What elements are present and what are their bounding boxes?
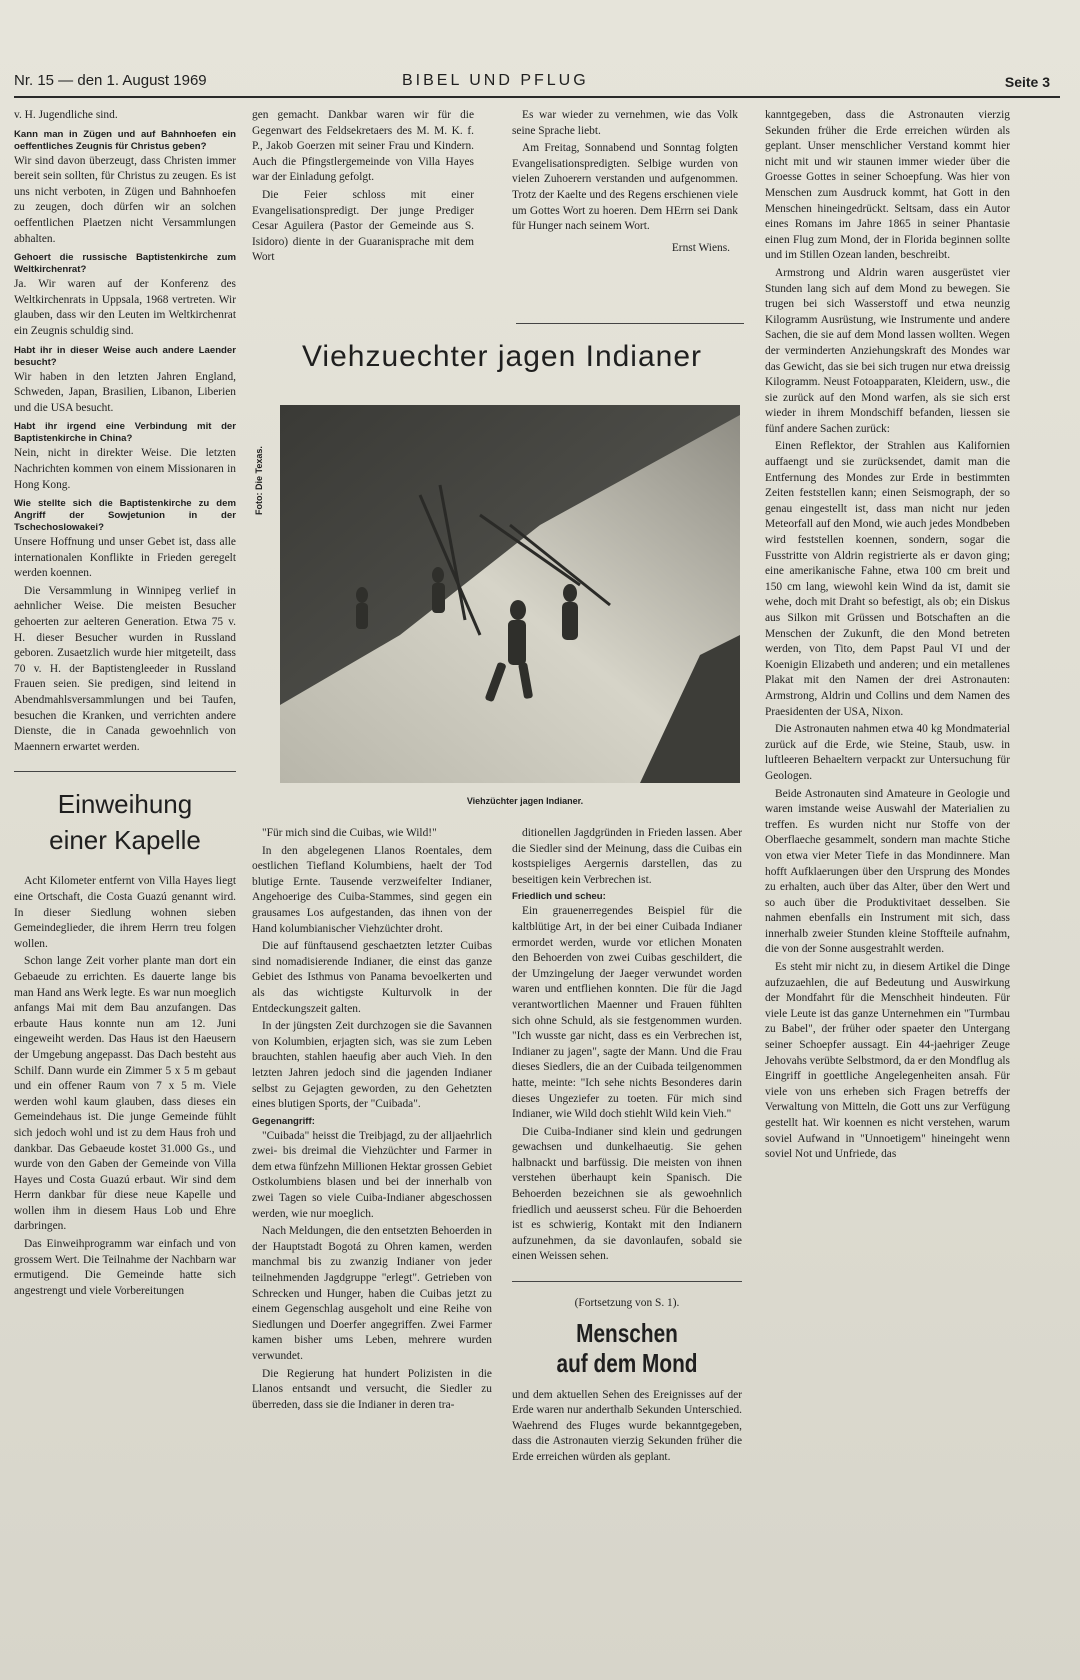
paragraph: Ein grauenerregendes Beispiel für die kaltblütige Art, in der bei einer Cuibada Indianer ermordet werden, wurde vor etlichen Monaten den Behoerden von zwei Cuibas geschildert, die der Umzingelung der Jaeger verwundet worden waren und entfliehen konnten. Die für die Jagd verantwortlichen Maenner und Frauen fühlten sich ohne Schuld, als sie festgenommen wurden. "Ich wusste gar nicht, dass es ein Verbrechen ist, Indianer zu jagen", sagte der Mann. Und die Frau dieses Siedlers, die an der Cuibada teilgenommen hatte, meinte: "Ich sehe nichts Besonderes darin dieses Ungeziefer zu toeten. Für mich sind Indianer, wie Wild doch stiehlt Wild kein Vieh." [512,905,742,1121]
interview-closing [14,584,236,756]
kapelle-title-line1: Einweihung [57,789,193,820]
photo-illustration [280,405,740,783]
mond-title-line2: auf dem Mond [556,1347,698,1378]
mond-headline [535,1318,719,1378]
paragraph: gen gemacht. Dankbar waren wir für die Gegenwart des Feldsekretaers des M. M. K. f. P., Jakob Goerzen mit seiner Frau und Kindern. Auch die Pfingstlergemeinde von Villa Hayes war der Einladung gefolgt. [252,109,474,184]
divider [14,771,236,772]
continuation-note: (Fortsetzung von S. 1). [574,1297,680,1310]
photo-credit: Foto: Die Texas. [254,446,264,515]
paragraph: Armstrong und Aldrin waren ausgerüstet vier Stunden lang sich auf dem Mond zu bewegen. Sie trugen bei sich Wasserstoff und etwa neunzig Kilogramm Ausrüstung, wie Instrumente und andere Sachen, die sie auf dem Mond lassen wollten. Wegen der verminderten Anziehungskraft des Mondes war das Gewicht, das sie bei sich trugen nur etwa dreissig Kilogramm. Neust Fotoapparaten, Kleidern, usw., die sie zurück auf den Mond warfen, als sie sich erst wieder in ihrem Mondschiff befanden, liessen sie fünf andere Sachen zurück: [765,266,1010,435]
subheading: Friedlich und scheu: [512,891,606,903]
paragraph: Es war wieder zu vernehmen, wie das Volk seine Sprache liebt. [512,109,738,137]
interview-question: Habt ihr in dieser Weise auch andere Laender besucht? [14,344,236,368]
paragraph: Beide Astronauten sind Amateure in Geologie und waren imstande weise Auswahl der Materialien zu treffen. Es wurden nicht nur Stoffe von der Oberflaeche gesammelt, sondern man machte Stiche von etwa vier Meter Tiefe in das Mondinnere. Man hofft Aufklaerungen über den Ursprung des Mondes zu erhalten, auch über das Alter, über den Wert und so auch über die Produktivitaet desselben. Sie nahmen ebenfalls ein Instrument mit sich, dass innerhalb zweier Stunden kleine Stoffteile aufnahm, die von der Sonne ausgestrahlt werden. [765,787,1010,956]
interview-answer: Ja. Wir waren auf der Konferenz des Weltkirchenrats in Uppsala, 1968 vertreten. Wir glauben, dass wir den Leuten im Weltkirchenrat ein Zeugnis schuldig sind. [14,278,236,337]
paragraph: "Für mich sind die Cuibas, wie Wild!" [262,827,437,839]
interview-question: Habt ihr irgend eine Verbindung mit der Baptistenkirche in China? [14,421,236,445]
kapelle-title-line2: einer Kapelle [49,825,201,856]
column-2-top [252,108,474,353]
kapelle-body [14,874,236,1299]
interview-answer: Wir haben in den letzten Jahren England, Schweden, Japan, Brasilien, Libanon, Liberien und die USA besucht. [14,370,236,414]
subheading: Gegenangriff: [252,1115,315,1127]
paragraph: Die auf fünftausend geschaetzten letzter Cuibas sind nomadisierende Indianer, die einst das ganze Gebiet des Isthmus von Panama bevoelkerten und als das wichtigste Kulturvolk in der Entdeckungszeit galten. [252,940,492,1015]
interview-answer: Unsere Hoffnung und unser Gebet ist, dass alle internationalen Konflikte in Frieden geregelt werden koennen. [14,536,236,580]
article-photo [280,405,740,783]
paragraph: Die Regierung hat hundert Polizisten in die Llanos entsandt und versucht, die Siedler zu überreden, dass sie die Indianer in deren tra- [252,1367,492,1411]
paragraph: kanntgegeben, dass die Astronauten vierzig Sekunden früher die Erde erreichen würden als geplant. Unser menschlicher Verstand kommt hier nicht mit und wir staunen immer wieder über die Groesse Gottes in seiner Schoepfung. Was hier von Menschen zum Ausdruck kommt, hat Gott in den Menschen hineingedrückt. Seltsam, dass ein Autor eines Romans im Jahre 1865 in seiner Phantasie einen Flug zum Mond, der in Florida beginnen sollte und im Stillen Ozean landen, beschreibt. [765,109,1010,262]
paragraph: Es steht mir nicht zu, in diesem Artikel die Dinge aufzuzaehlen, die auf Bedeutung und Auswirkung der Mondfahrt für die Menschheit hindeuten. Für viele Leute ist das ganze Unternehmen ein "Turmbau zu Babel", der früher oder spaeter den Untergang seiner Schoepfer aussagt. Ein 44-jaehriger Zeuge Jehovahs verübte Selbstmord, da er den Mondflug als Eingriff in goettliche Angelegenheiten ansah. Für viele von uns erheben sich Fragen betreffs der Verwaltung von Mitteln, die Gott uns zur Verfügung gestellt hat. Wir koennen es nicht verstehen, warum soviel Aufwand in "Unnoetigem" hineingeht wenn soviel Not und Unfriede, das [765,961,1010,1161]
newspaper-title: BIBEL UND PFLUG [402,72,589,89]
masthead [14,70,1060,98]
paragraph: In den abgelegenen Llanos Roentales, dem oestlichen Tiefland Kolumbiens, haelt der Tod blutige Ernte. Tausende verzweifelter Indianer, Angehoerige des Cuiba-Stammes, sind gegen ein grausames Los aufgestanden, das ihnen von der Hand kolumbianischer Viehzüchter droht. [252,844,492,935]
paragraph: Die Astronauten nahmen etwa 40 kg Mondmaterial zurück auf die Erde, wie Steine, Staub, usw. in luftleeren Behaeltern verpackt zur Untersuchung für Geologen. [765,723,1010,782]
paragraph: ditionellen Jagdgründen in Frieden lassen. Aber die Siedler sind der Meinung, dass die Cuibas ein kostspieliges Aergernis darstellen, das zu beseitigen kein Verbrechen ist. [512,827,742,886]
paragraph: Schon lange Zeit vorher plante man dort ein Gebaeude zu errichten. Es dauerte lange bis man Hand ans Werk legte. Es war nun moeglich anfangs Mai mit dem Bau anzufangen. Das erbaute Haus konnte nun am 12. Juni eingeweiht werden. Das Haus ist den Haeusern der Umgebung angepasst. Das Dach besteht aus Schilf. Dann wurde ein Zimmer 5 x 5 m gebaut und ein offener Raum von 7 x 5 m. Viele werden wohl kaum glauben, dass dieses ein Gemeindehaus ist. Die junge Gemeinde fühlt sich jedoch wohl und ist zu dem Haus froh und dankbar. Das Gebaeude kostet 31.000 Gs., und wurde von den Gaben der Gemeinde von Villa Hayes und Costa Guazú erbaut. Wir sind dem Herrn dankbar für diese neue Kapelle und wollen ihm in diesem Haus Lob und Ehre darbringen. [14,955,236,1233]
divider [512,1281,742,1282]
col3-top-body [512,108,738,235]
paragraph: "Cuibada" heisst die Treibjagd, zu der alljaehrlich zwei- bis dreimal die Viehzüchter und Farmer in dem etwa fünfzehn Millionen Hektar grossen Gebiet Ostkolumbiens blasen und bei der innerhalb von zwei Tagen so viele Cuiba-Indianer abgeschossen werden, wie nur moeglich. [252,1129,492,1220]
interview-items [14,129,236,582]
paragraph: Acht Kilometer entfernt von Villa Hayes liegt eine Ortschaft, die Costa Guazú genannt wird. In dieser Siedlung wohnen sieben Gemeindeglieder, die ihrem Herrn treu folgen wollen. [14,875,236,950]
interview-lead: v. H. Jugendliche sind. [14,109,118,121]
interview-answer: Nein, nicht in direkter Weise. Die letzten Nachrichten kommen von einem Missionaren in Hong Kong. [14,447,236,491]
paragraph: Am Freitag, Sonnabend und Sonntag folgten Evangelisationspredigten. Selbige wurden von vielen Zuhoerern verstanden und aufgenommen. Trotz der Kaelte und des Regens erschienen viele um Gottes Wort zu hoeren. Dem HErrn sei Dank für Hunger nach seinem Wort. [512,142,738,233]
mond-title-line1: Menschen [576,1317,678,1348]
paragraph: Die Feier schloss mit einer Evangelisationspredigt. Der junge Prediger Cesar Aguilera (Pastor der Gemeinde aus S. Isidoro) diente in der Guaranisprache mit dem Wort [252,188,474,264]
kapelle-headline [14,786,236,858]
column-1 [14,108,236,1676]
paragraph: In der jüngsten Zeit durchzogen sie die Savannen von Kolumbien, erjagten sich, was sie zum Leben brauchten, stahlen haeufig aber auch Vieh. In den letzten Jahren jedoch sind die jagenden Indianer selbst zu Gejagten geworden, zu den Gehetzten eines blutigen Sports, der "Cuibada". [252,1020,492,1111]
photo-caption: Viehzüchter jagen Indianer. [466,796,584,806]
article-continuation [512,826,742,1265]
interview-question: Wie stellte sich die Baptistenkirche zu dem Angriff der Sowjetunion in der Tschechoslowakei? [14,498,236,534]
interview-answer: Wir sind davon überzeugt, dass Christen immer bereit sein sollten, für Christus zu zeugen. Es ist uns nicht verboten, in Zügen und Bahnhoefen zu zeugen, doch dürfen wir an solchen oeffentlichen Plaetzen nicht Versammlungen abhalten. [14,154,236,245]
page-number: Seite 3 [1004,74,1050,90]
headline-rule [516,323,744,324]
column-4-mond [765,108,1010,1676]
interview-question: Kann man in Zügen und auf Bahnhoefen ein oeffentliches Zeugnis für Christus geben? [14,128,236,152]
paragraph: und dem aktuellen Sehen des Ereignisses auf der Erde waren nur anderthalb Sekunden Unterschied. Waehrend des Fluges wurde bekanntgegeben, dass die Astronauten vierzig Sekunden früher die Erde erreichen würden als geplant. [512,1388,742,1463]
column-3-top [512,108,738,308]
paragraph: Nach Meldungen, die den entsetzten Behoerden in der Hauptstadt Bogotá zu Ohren kamen, werden manchmal bis zu zwanzig Indianer von jeder teilnehmenden Jagdgruppe "erlegt". Getrieben von Schrecken und Hunger, haben die Cuibas jetzt zu einem Gegenschlag ausgeholt und eine Reihe von Siedlungen und Doerfer angegriffen. Zwei Farmer kamen bisher ums Leben, mehrere wurden verwundet. [252,1225,492,1362]
interview-question: Gehoert die russische Baptistenkirche zum Weltkirchenrat? [14,252,236,276]
issue-date: Nr. 15 — den 1. August 1969 [14,72,207,89]
author-signature: Ernst Wiens. [671,241,730,254]
column-3-article [512,826,742,1680]
article-headline: Viehzuechter jagen Indianer [301,340,703,373]
paragraph: Die Cuiba-Indianer sind klein und gedrungen gewachsen und dunkelhaeutig. Sie gehen halbnackt und barfüssig. Die meisten von ihnen verstehen überhaupt kein Spanisch. Die Behoerden bezeichnen sie als gewoehnlich friedlich und aeusserst scheu. Für die Behoerden ist es schwierig, Kontakt mit den Indianern aufzunehmen, da sie davonlaufen, sobald sie einen Weissen sehen. [512,1125,742,1263]
paragraph: Einen Reflektor, der Strahlen aus Kalifornien auffaengt und sie zurücksendet, damit man die Entfernung des Mondes zur Erde in bestimmten Zeiten feststellen kann; einen Seismograph, der so genau eingestellt ist, dass man nicht nur jeden Meteorfall auf den Mond, wie auch jedes Mondbeben wird feststellen koennen, sondern, sogar die Fusstritte von Aldrin registrierte als er davon ging; eine amerikanische Fahne, etwa 100 cm breit und 150 cm lang, wiewohl kein Wind da ist, damit sie wehe, doch mit Draht so befestigt, als ob; ein Diskus aus Silkon mit Grüssen und Botschaften an die Menschen der Zukunft, die den Mond betreten werden, von Tito, dem Papst Paul VI und der Koenigin Elizabeth und anderen; und ein metallenes Plakat mit den Namen der drei Astronauten: Armstrong, Aldrin und Collins und dem Namen des Praesidenten der USA, Nixon. [765,440,1010,718]
column-2-article [252,826,492,1676]
paragraph: Die Versammlung in Winnipeg verlief in aehnlicher Weise. Die meisten Besucher gehoerten zur aelteren Generation. Etwa 75 v. H. dieser Besucher wurden in Russland geboren. Zusaetzlich wurde hier mitgeteilt, dass 70 v. H. der Baptistengleeder in Russland Frauen seien. Sie predigen, sind leitend in Abendmahlsversammlungen und bei Taufen, besuchen die Kranken, und verrichten andere Dienste, die in Canada gewoehnlich von Maennern erwartet werden. [14,584,236,753]
mond-body-start [512,1388,742,1466]
paragraph: Das Einweihprogramm war einfach und von grossem Wert. Die Teilnahme der Nachbarn war ermutigend. Die Gemeinde hatte sich angestrengt und viele Vorbereitungen [14,1238,236,1297]
